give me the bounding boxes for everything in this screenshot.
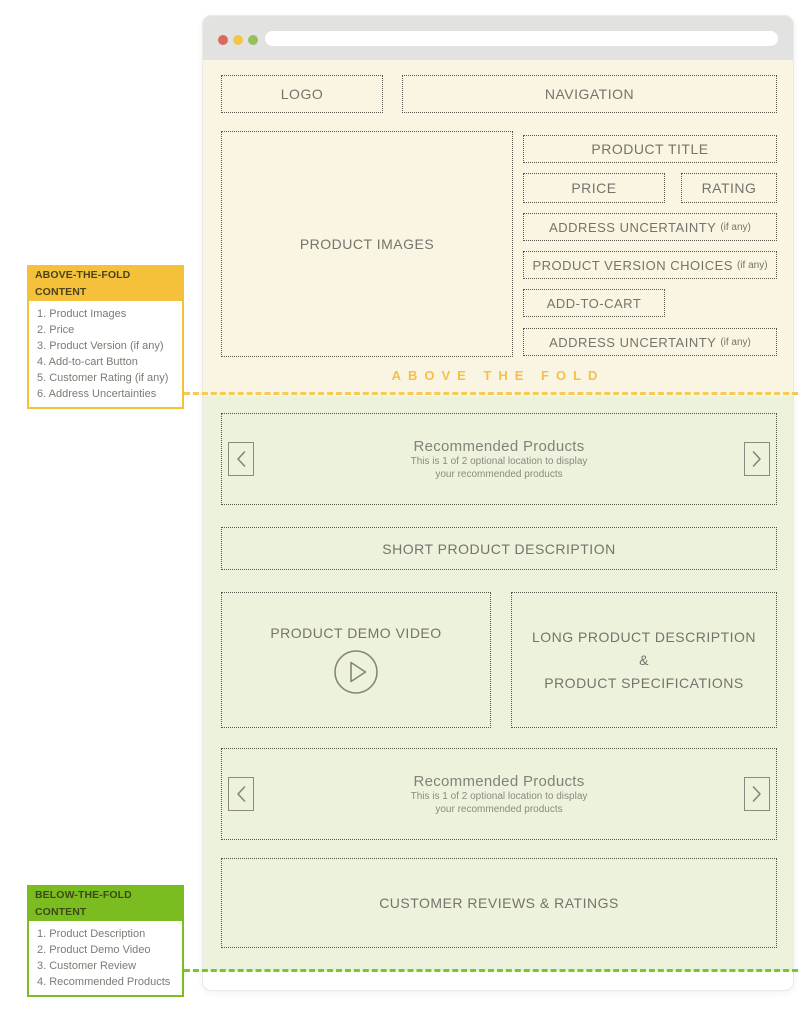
- list-item: 6. Address Uncertainties: [37, 388, 157, 400]
- product-images-label: PRODUCT IMAGES: [299, 236, 435, 252]
- recommended-subtitle-line1: This is 1 of 2 optional location to display: [410, 455, 588, 467]
- recommended-title: Recommended Products: [413, 437, 585, 455]
- rating-box: [681, 173, 777, 203]
- long-description-text: [532, 626, 756, 695]
- recommended-products-box-1: [221, 413, 777, 505]
- annotation-above-title: ABOVE-THE-FOLD CONTENT: [29, 267, 182, 301]
- navigation-box[interactable]: [402, 75, 777, 113]
- reviews-box: [221, 858, 777, 948]
- product-version-box: [523, 251, 777, 279]
- annotation-below-panel: [27, 885, 184, 997]
- annotation-below-title: BELOW-THE-FOLD CONTENT: [29, 887, 182, 921]
- carousel-next-button[interactable]: [744, 442, 770, 476]
- if-any-suffix: (if any): [720, 221, 751, 233]
- traffic-light-green-icon: [248, 35, 258, 45]
- browser-chrome: [203, 16, 793, 60]
- carousel-next-button[interactable]: [744, 777, 770, 811]
- chevron-right-icon: [751, 785, 763, 803]
- url-bar[interactable]: [265, 31, 778, 46]
- reviews-label: CUSTOMER REVIEWS & RATINGS: [379, 895, 619, 911]
- long-description-line2: &: [639, 651, 649, 668]
- list-item: 5. Customer Rating (if any): [37, 372, 169, 384]
- list-item: 2. Product Demo Video: [37, 944, 151, 956]
- list-item: 3. Customer Review: [37, 960, 137, 972]
- carousel-caption: [411, 438, 588, 481]
- product-version-label: PRODUCT VERSION CHOICES: [532, 257, 733, 273]
- annotation-below-list: [29, 921, 182, 995]
- add-to-cart-box[interactable]: [523, 289, 665, 317]
- list-item: 4. Recommended Products: [37, 976, 171, 988]
- if-any-suffix: (if any): [736, 259, 768, 271]
- list-item: 1. Product Images: [37, 308, 127, 320]
- if-any-suffix: (if any): [720, 336, 751, 348]
- traffic-light-red-icon: [218, 35, 228, 45]
- demo-video-label: PRODUCT DEMO VIDEO: [270, 625, 442, 641]
- list-item: 2. Price: [37, 324, 75, 336]
- browser-window: [203, 16, 793, 990]
- address-uncertainty-label: ADDRESS UNCERTAINTY: [549, 334, 717, 350]
- product-title-box: [523, 135, 777, 163]
- recommended-subtitle-line2: your recommended products: [435, 803, 563, 815]
- list-item: 4. Add-to-cart Button: [37, 356, 138, 368]
- price-label: PRICE: [571, 180, 617, 196]
- address-uncertainty-box-1: [523, 213, 777, 241]
- annotation-above-panel: [27, 265, 184, 409]
- logo-label: LOGO: [280, 86, 324, 102]
- traffic-light-yellow-icon: [233, 35, 243, 45]
- short-description-label: SHORT PRODUCT DESCRIPTION: [382, 540, 616, 557]
- product-title-label: PRODUCT TITLE: [591, 141, 709, 157]
- rating-label: RATING: [701, 180, 757, 196]
- recommended-subtitle-line1: This is 1 of 2 optional location to display: [410, 790, 588, 802]
- short-description-box: [221, 527, 777, 570]
- list-item: 1. Product Description: [37, 928, 146, 940]
- recommended-title: Recommended Products: [413, 772, 585, 790]
- product-images-box: [221, 131, 513, 357]
- chevron-left-icon: [235, 785, 247, 803]
- list-item: 3. Product Version (if any): [37, 340, 164, 352]
- play-icon[interactable]: [333, 649, 379, 695]
- navigation-label: NAVIGATION: [544, 86, 635, 102]
- long-description-box: [511, 592, 777, 728]
- carousel-prev-button[interactable]: [228, 442, 254, 476]
- chevron-left-icon: [235, 450, 247, 468]
- long-description-line1: LONG PRODUCT DESCRIPTION: [531, 628, 757, 645]
- long-description-line3: PRODUCT SPECIFICATIONS: [544, 674, 744, 691]
- annotation-above-list: [29, 301, 182, 407]
- fold-divider-line-below: [184, 969, 798, 972]
- fold-label: ABOVE THE FOLD: [391, 368, 605, 383]
- recommended-subtitle-line2: your recommended products: [435, 468, 563, 480]
- demo-video-box: [221, 592, 491, 728]
- recommended-products-box-2: [221, 748, 777, 840]
- logo-box[interactable]: [221, 75, 383, 113]
- carousel-caption: [411, 773, 588, 816]
- chevron-right-icon: [751, 450, 763, 468]
- address-uncertainty-box-2: [523, 328, 777, 356]
- price-box: [523, 173, 665, 203]
- fold-divider-line-above: [184, 392, 798, 395]
- address-uncertainty-label: ADDRESS UNCERTAINTY: [549, 219, 717, 235]
- carousel-prev-button[interactable]: [228, 777, 254, 811]
- add-to-cart-label: ADD-TO-CART: [546, 295, 642, 311]
